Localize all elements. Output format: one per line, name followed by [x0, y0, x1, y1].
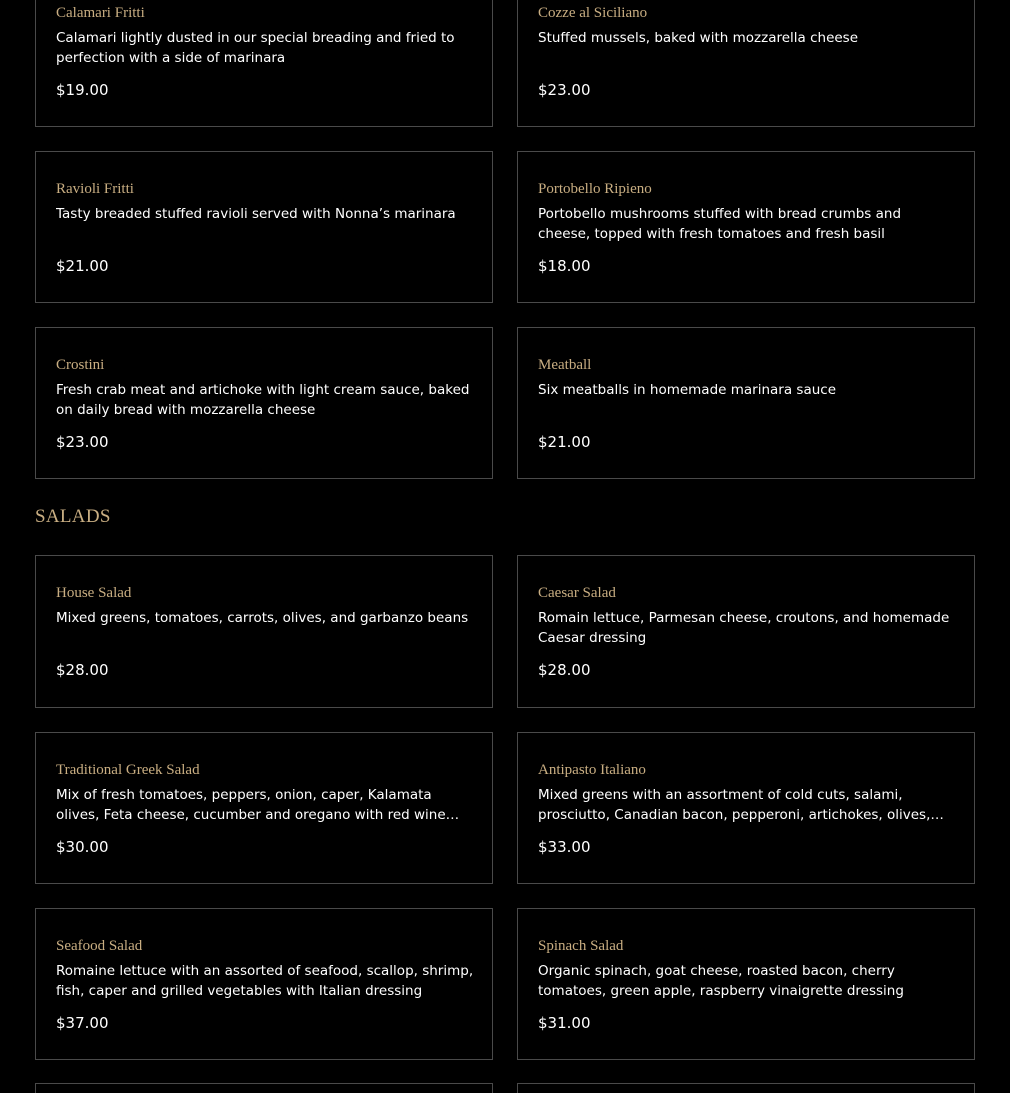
- menu-item-price: $21.00: [538, 433, 591, 451]
- menu-item-description: Mix of fresh tomatoes, peppers, onion, caper, Kalamata olives, Feta cheese, cucumber and oregano with red wine: [56, 787, 446, 823]
- menu-item-name: House Salad: [56, 585, 132, 601]
- menu-item-description: Romaine lettuce with an assorted of seafood, scallop, shrimp, fish, caper and grilled vegetables with Italian dressing: [56, 963, 474, 999]
- menu-item-name: Portobello Ripieno: [538, 181, 652, 197]
- menu-item-name: Ravioli Fritti: [56, 181, 134, 197]
- menu-item-price: $33.00: [538, 838, 591, 856]
- menu-item-name: Crostini: [56, 357, 105, 373]
- menu-item-card[interactable]: [35, 151, 493, 303]
- menu-item-card[interactable]: [517, 0, 975, 127]
- menu-item-card[interactable]: [35, 908, 493, 1060]
- menu-item-description: Romain lettuce, Parmesan cheese, croutons, and homemade Caesar dressing: [538, 610, 950, 646]
- menu-item-price: $37.00: [56, 1014, 109, 1032]
- menu-item-card[interactable]: [35, 732, 493, 884]
- menu-item-card[interactable]: [35, 0, 493, 127]
- menu-item-name: Antipasto Italiano: [538, 762, 646, 778]
- menu-item-description: Tasty breaded stuffed ravioli served with Nonna’s marinara: [56, 206, 456, 222]
- menu-item-description: Mixed greens, tomatoes, carrots, olives, and garbanzo beans: [56, 610, 469, 626]
- menu-item-card[interactable]: [517, 908, 975, 1060]
- menu-item-name: Meatball: [538, 357, 592, 373]
- menu-item-description: Mixed greens with an assortment of cold cuts, salami, prosciutto, Canadian bacon, pepperoni, artichokes, olives,: [538, 787, 931, 823]
- menu-item-price: $18.00: [538, 257, 591, 275]
- menu-item-price: $28.00: [538, 661, 591, 679]
- menu-item-card-partial[interactable]: [517, 1083, 975, 1093]
- menu-item-price: $19.00: [56, 81, 109, 99]
- menu-item-price: $31.00: [538, 1014, 591, 1032]
- menu-item-name: Seafood Salad: [56, 938, 143, 954]
- menu-item-name: Calamari Fritti: [56, 5, 145, 21]
- menu-item-description: Portobello mushrooms stuffed with bread crumbs and cheese, topped with fresh tomatoes and fresh basil: [538, 206, 902, 242]
- menu-item-price: $21.00: [56, 257, 109, 275]
- section-title-salads: SALADS: [35, 506, 111, 527]
- menu-item-description: Fresh crab meat and artichoke with light cream sauce, baked on daily bread with mozzarella cheese: [56, 382, 470, 418]
- menu-item-name: Traditional Greek Salad: [56, 762, 200, 778]
- menu-item-description: Organic spinach, goat cheese, roasted bacon, cherry tomatoes, green apple, raspberry vinaigrette dressing: [538, 963, 904, 999]
- menu-item-card[interactable]: [35, 555, 493, 708]
- menu-item-card[interactable]: [517, 732, 975, 884]
- menu-item-description: Stuffed mussels, baked with mozzarella cheese: [538, 30, 859, 46]
- menu-item-name: Spinach Salad: [538, 938, 624, 954]
- menu-item-description: Six meatballs in homemade marinara sauce: [538, 382, 837, 398]
- menu-item-description: Calamari lightly dusted in our special breading and fried to perfection with a side of marinara: [56, 30, 455, 66]
- menu-item-name: Cozze al Siciliano: [538, 5, 648, 21]
- menu-item-card-partial[interactable]: [35, 1083, 493, 1093]
- menu-item-price: $28.00: [56, 661, 109, 679]
- menu-item-price: $23.00: [538, 81, 591, 99]
- menu-item-name: Caesar Salad: [538, 585, 616, 601]
- menu-item-card[interactable]: [517, 555, 975, 708]
- menu-item-price: $23.00: [56, 433, 109, 451]
- menu-item-card[interactable]: [517, 151, 975, 303]
- menu-item-price: $30.00: [56, 838, 109, 856]
- menu-item-card[interactable]: [35, 327, 493, 479]
- menu-item-card[interactable]: [517, 327, 975, 479]
